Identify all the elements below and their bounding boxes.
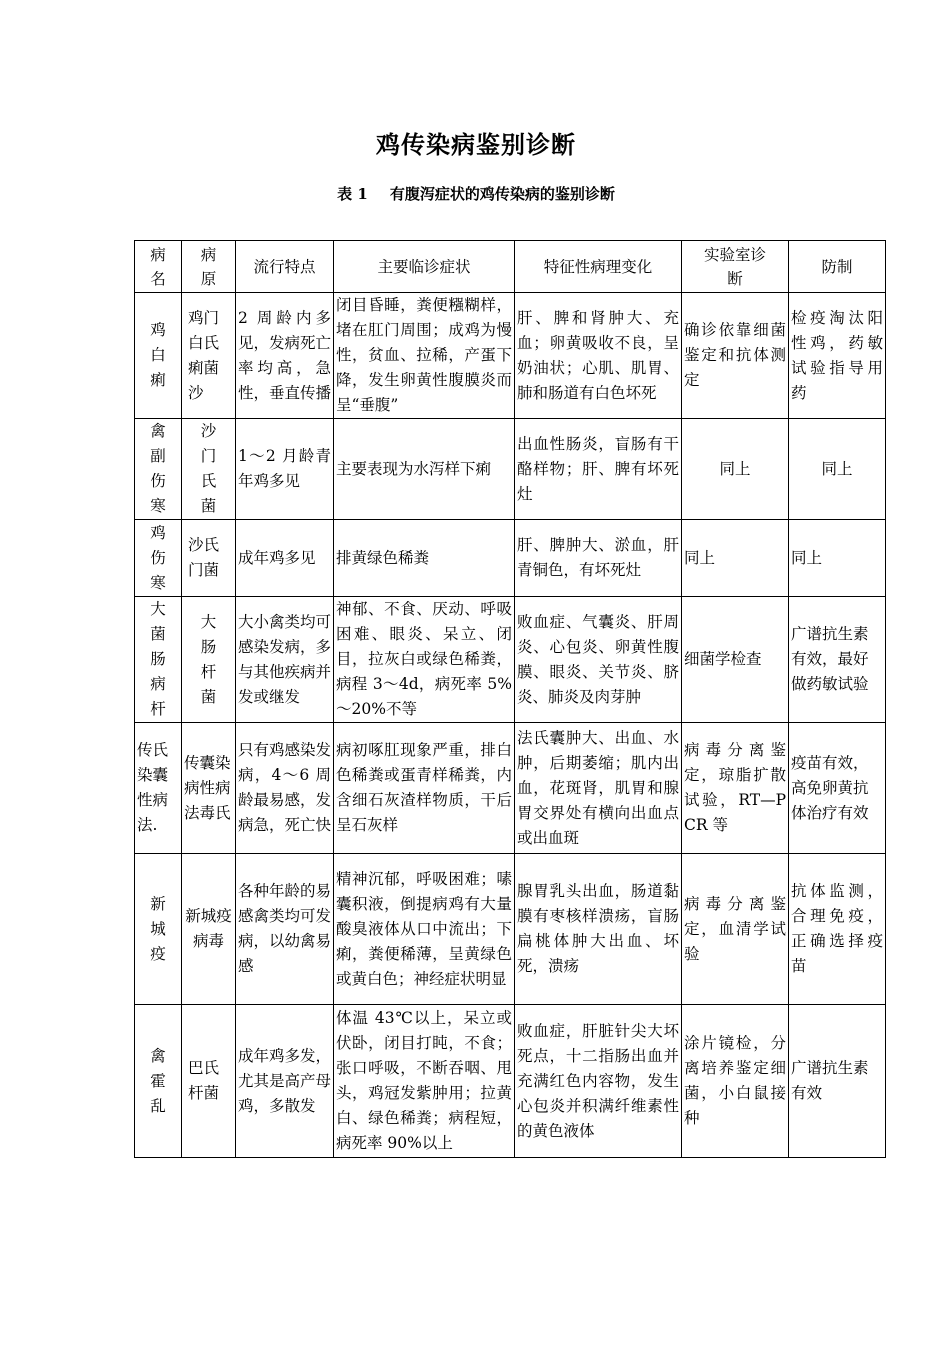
cell-epidemic: 各种年龄的易感禽类均可发病，以幼禽易感 — [236, 854, 334, 1005]
cell-pathogen: 沙门氏菌 — [182, 419, 236, 520]
table-row — [135, 1005, 886, 1158]
table-caption — [0, 183, 952, 204]
cell-lab-diagnosis: 同上 — [682, 520, 789, 597]
cell-pathology: 出血性肠炎，盲肠有干酪样物；肝、脾有坏死灶 — [515, 419, 682, 520]
cell-disease: 禽副伤寒 — [135, 419, 182, 520]
cell-disease: 新城疫 — [135, 854, 182, 1005]
table-row — [135, 854, 886, 1005]
header-lab-diagnosis: 实验室诊 断 — [682, 241, 789, 293]
cell-pathology: 肝、脾肿大、淤血，肝青铜色，有坏死灶 — [515, 520, 682, 597]
cell-disease: 禽霍乱 — [135, 1005, 182, 1158]
cell-prevention: 抗体监测，合理免疫，正确选择疫苗 — [789, 854, 886, 1005]
cell-symptoms: 主要表现为水泻样下痢 — [334, 419, 515, 520]
cell-prevention: 同上 — [789, 419, 886, 520]
cell-epidemic: 1～2 月龄青年鸡多见 — [236, 419, 334, 520]
table-header-row — [135, 241, 886, 293]
header-pathology: 特征性病理变化 — [515, 241, 682, 293]
page-title: 鸡传染病鉴别诊断 — [376, 130, 576, 159]
header-epidemic: 流行特点 — [236, 241, 334, 293]
cell-symptoms: 神郁、不食、厌动、呼吸困难、眼炎、呆立、闭目，拉灰白或绿色稀粪，病程 3～4d，病死率 5%～20%不等 — [334, 597, 515, 723]
cell-prevention: 广谱抗生素有效 — [789, 1005, 886, 1158]
table-caption-text: 有腹泻症状的鸡传染病的鉴别诊断 — [389, 185, 615, 203]
cell-disease: 鸡白痢 — [135, 293, 182, 419]
cell-pathology: 腺胃乳头出血，肠道黏膜有枣核样溃疡，盲肠扁桃体肿大出血、坏死，溃疡 — [515, 854, 682, 1005]
table-number: 表 1 — [337, 185, 368, 203]
header-pathogen: 病原 — [182, 241, 236, 293]
cell-pathogen: 鸡门白氏痢菌沙 — [182, 293, 236, 419]
table-row — [135, 419, 886, 520]
cell-symptoms: 精神沉郁，呼吸困难；嗉囊积液，倒提病鸡有大量酸臭液体从口中流出；下痢，粪便稀薄，呈黄绿色或黄白色；神经症状明显 — [334, 854, 515, 1005]
cell-prevention: 同上 — [789, 520, 886, 597]
table-row — [135, 723, 886, 854]
cell-prevention: 广谱抗生素有效，最好做药敏试验 — [789, 597, 886, 723]
cell-symptoms: 排黄绿色稀粪 — [334, 520, 515, 597]
cell-pathogen: 大肠杆菌 — [182, 597, 236, 723]
cell-pathogen: 新城疫病毒 — [182, 854, 236, 1005]
cell-prevention: 疫苗有效，高免卵黄抗体治疗有效 — [789, 723, 886, 854]
cell-pathogen: 沙氏门菌 — [182, 520, 236, 597]
cell-pathology: 肝、脾和肾肿大、充血；卵黄吸收不良，呈奶油状；心肌、肌胃、肺和肠道有白色坏死 — [515, 293, 682, 419]
table-row — [135, 597, 886, 723]
cell-lab-diagnosis: 病毒分离鉴定，血清学试验 — [682, 854, 789, 1005]
cell-disease: 大菌肠病杆 — [135, 597, 182, 723]
table-row — [135, 293, 886, 419]
diagnosis-table — [134, 240, 886, 1158]
header-prevention: 防制 — [789, 241, 886, 293]
cell-lab-diagnosis: 同上 — [682, 419, 789, 520]
cell-pathogen: 传囊染病性病法毒氏 — [182, 723, 236, 854]
cell-symptoms: 体温 43℃以上，呆立或伏卧，闭目打盹，不食；张口呼吸，不断吞咽、甩头，鸡冠发紫肿用；拉黄白、绿色稀粪；病程短，病死率 90%以上 — [334, 1005, 515, 1158]
cell-disease: 传氏染囊性病法. — [135, 723, 182, 854]
cell-lab-diagnosis: 病毒分离鉴定，琼脂扩散试验，RT—PCR 等 — [682, 723, 789, 854]
cell-pathology: 法氏囊肿大、出血、水肿，后期萎缩；肌内出血，花斑肾，肌胃和腺胃交界处有横向出血点或出血斑 — [515, 723, 682, 854]
cell-pathogen: 巴氏杆菌 — [182, 1005, 236, 1158]
table-row — [135, 520, 886, 597]
header-disease: 病名 — [135, 241, 182, 293]
cell-pathology: 败血症、气囊炎、肝周炎、心包炎、卵黄性腹膜、眼炎、关节炎、脐炎、肺炎及肉芽肿 — [515, 597, 682, 723]
cell-lab-diagnosis: 细菌学检查 — [682, 597, 789, 723]
cell-prevention: 检疫淘汰阳性鸡，药敏试验指导用药 — [789, 293, 886, 419]
cell-lab-diagnosis: 确诊依靠细菌鉴定和抗体测定 — [682, 293, 789, 419]
cell-symptoms: 闭目昏睡，粪便糨糊样，堵在肛门周围；成鸡为慢性，贫血、拉稀，产蛋下降，发生卵黄性腹膜炎而呈“垂腹” — [334, 293, 515, 419]
cell-disease: 鸡伤寒 — [135, 520, 182, 597]
cell-epidemic: 成年鸡多发，尤其是高产母鸡，多散发 — [236, 1005, 334, 1158]
cell-epidemic: 只有鸡感染发病，4～6 周龄最易感，发病急，死亡快 — [236, 723, 334, 854]
cell-epidemic: 大小禽类均可感染发病，多与其他疾病并发或继发 — [236, 597, 334, 723]
cell-lab-diagnosis: 涂片镜检，分离培养鉴定细菌，小白鼠接种 — [682, 1005, 789, 1158]
cell-epidemic: 2 周龄内多见，发病死亡率均高，急性，垂直传播 — [236, 293, 334, 419]
cell-pathology: 败血症，肝脏针尖大坏死点，十二指肠出血并充满红色内容物，发生心包炎并积满纤维素性的黄色液体 — [515, 1005, 682, 1158]
cell-epidemic: 成年鸡多见 — [236, 520, 334, 597]
header-symptoms: 主要临诊症状 — [334, 241, 515, 293]
cell-symptoms: 病初啄肛现象严重，排白色稀粪或蛋青样稀粪，内含细石灰渣样物质，干后呈石灰样 — [334, 723, 515, 854]
